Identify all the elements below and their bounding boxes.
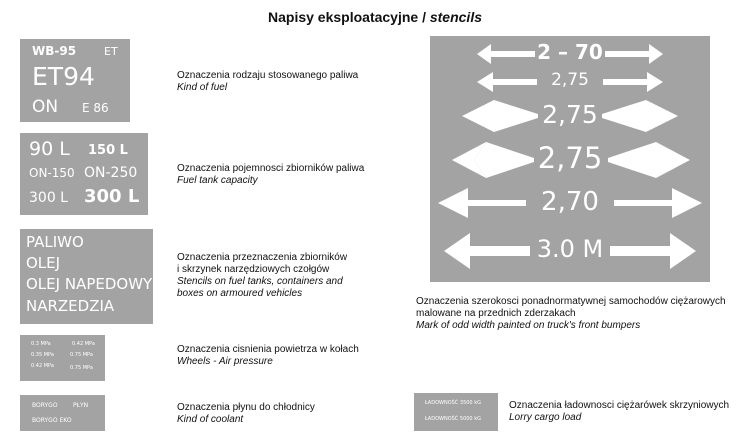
coolant-caption-pl: Oznaczenia płynu do chłodnicy <box>177 402 315 413</box>
pressure-b2: 0.75 MPa <box>70 352 93 358</box>
width-row-1-label: 2 – 70 <box>537 40 603 64</box>
purpose-caption-en2: boxes on armoured vehicles <box>177 288 303 299</box>
cargo-caption-en: Lorry cargo load <box>509 412 582 423</box>
cargo-caption-pl: Oznaczenia ładownosci ciężarówek skrzyniowych <box>509 400 730 411</box>
purpose-line3: OLEJ NAPEDOWY <box>26 275 153 293</box>
fuel-caption-pl: Oznaczenia rodzaju stosowanego paliwa <box>177 70 359 81</box>
purpose-line1: PALIWO <box>26 233 84 251</box>
width-row-2 <box>430 70 710 94</box>
fuel-line1: WB-95 <box>32 44 77 58</box>
right-arrow-icon <box>606 140 690 180</box>
capacity-a2: 150 L <box>88 143 128 158</box>
capacity-a1: 90 L <box>29 138 70 160</box>
tank-purpose-plate <box>20 229 153 324</box>
cargo-row-1: ŁADOWNOŚĆ 3500 kG <box>425 400 481 406</box>
purpose-line2: OLEJ <box>26 254 61 272</box>
page-title <box>0 9 750 25</box>
coolant-plate <box>20 395 105 431</box>
fuel-line2: ET94 <box>32 62 95 91</box>
capacity-b1: ON-150 <box>29 166 75 180</box>
tank-capacity-caption <box>177 163 364 187</box>
right-arrow-icon <box>612 186 702 220</box>
tank-capacity-plate <box>20 133 148 215</box>
width-row-5-label: 2,70 <box>541 187 599 217</box>
right-arrow-icon <box>608 231 696 271</box>
coolant-a1: BORYGO <box>32 402 58 409</box>
pressure-b1: 0.35 MPa <box>31 352 54 358</box>
fuel-line3b: E 86 <box>82 101 109 115</box>
pressure-a1: 0.3 MPa <box>31 341 51 347</box>
capacity-caption-pl: Oznaczenia pojemnosci zbiorników paliwa <box>177 163 365 174</box>
fuel-line1b: ET <box>104 45 118 58</box>
width-row-3 <box>430 98 710 134</box>
right-arrow-icon <box>603 41 663 67</box>
width-row-5 <box>430 186 710 220</box>
air-pressure-caption <box>177 344 359 368</box>
width-caption-pl1: Oznaczenia szerokosci ponadnormatywnej samochodów ciężarowych <box>416 296 726 307</box>
coolant-a2: PŁYN <box>73 402 89 409</box>
pressure-c2: 0.75 MPa <box>70 365 93 371</box>
pressure-caption-en: Wheels - Air pressure <box>177 356 273 367</box>
width-row-4-label: 2,75 <box>537 141 603 175</box>
width-caption-en: Mark of odd width painted on truck's front bumpers <box>416 320 641 331</box>
capacity-c2: 300 L <box>84 186 140 207</box>
cargo-load-plate <box>414 393 498 431</box>
purpose-line4: NARZEDZIA <box>26 297 115 315</box>
title-italic: stencils <box>429 9 482 25</box>
purpose-caption-en1: Stencils on fuel tanks, containers and <box>177 276 343 287</box>
pressure-caption-pl: Oznaczenia cisnienia powietrza w kołach <box>177 344 359 355</box>
fuel-caption-en: Kind of fuel <box>177 82 228 93</box>
coolant-caption-en: Kind of coolant <box>177 414 244 425</box>
purpose-caption-pl2: i skrzynek narzędziowych czołgów <box>177 264 330 275</box>
coolant-caption <box>177 402 315 426</box>
fuel-kind-plate <box>20 39 130 122</box>
coolant-b1: BORYGO EKO <box>32 417 72 424</box>
right-arrow-icon <box>601 70 663 94</box>
pressure-a2: 0.42 MPa <box>72 341 95 347</box>
tank-purpose-caption <box>177 252 347 300</box>
width-caption-pl2: malowane na przednich zderzakach <box>416 308 576 319</box>
width-row-6-label: 3.0 M <box>536 235 604 263</box>
pressure-c1: 0.42 MPa <box>31 363 54 369</box>
capacity-caption-en: Fuel tank capacity <box>177 175 258 186</box>
fuel-line3: ON <box>32 97 59 117</box>
width-row-6 <box>430 231 710 271</box>
title-main: Napisy eksploatacyjne / <box>268 9 426 25</box>
air-pressure-plate <box>20 335 105 381</box>
purpose-caption-pl1: Oznaczenia przeznaczenia zbiorników <box>177 252 348 263</box>
capacity-c1: 300 L <box>29 190 68 206</box>
width-row-4 <box>430 140 710 180</box>
odd-width-caption <box>416 296 726 332</box>
cargo-load-caption <box>509 400 729 424</box>
odd-width-plate <box>430 36 710 282</box>
width-row-1 <box>430 41 710 67</box>
fuel-kind-caption <box>177 70 358 94</box>
width-row-3-label: 2,75 <box>542 100 598 129</box>
capacity-b2: ON-250 <box>84 165 138 181</box>
cargo-row-2: ŁADOWNOŚĆ 5000 kG <box>425 416 481 422</box>
width-row-2-label: 2,75 <box>551 70 589 90</box>
right-arrow-icon <box>600 98 678 134</box>
